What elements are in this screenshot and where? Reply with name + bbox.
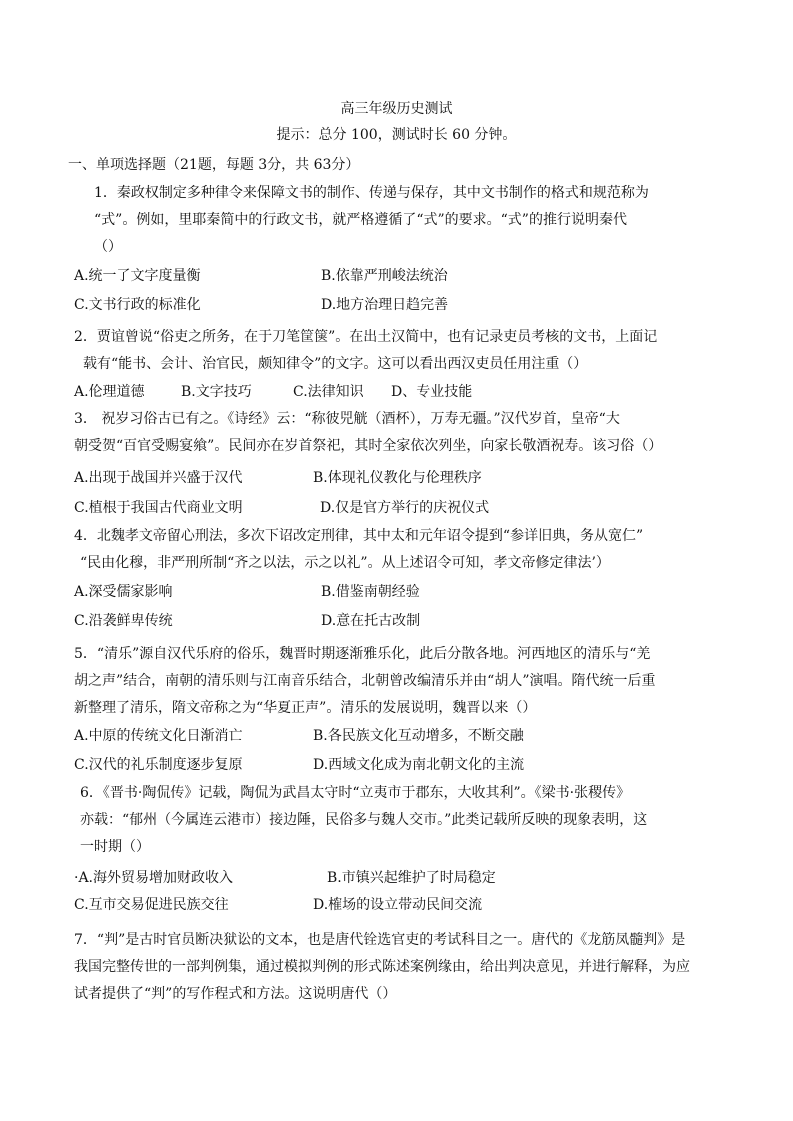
question-7-line-3: 试者提供了“判”的写作程式和方法。这说明唐代（） <box>74 986 397 1002</box>
question-4-option-a[interactable]: A.深受儒家影响 <box>74 584 173 600</box>
question-7-line-2: 我国完整传世的一部判例集，通过模拟判例的形式陈述案例缘由，给出判决意见，并进行解释，为应 <box>74 959 690 975</box>
question-6-option-d[interactable]: D.榷场的设立带动民间交流 <box>313 897 483 913</box>
question-3-option-a[interactable]: A.出现于战国并兴盛于汉代 <box>74 470 243 486</box>
question-1-option-a[interactable]: A.统一了文字度量衡 <box>74 268 201 284</box>
question-6-option-a[interactable]: ·A.海外贸易增加财政收入 <box>74 870 234 886</box>
question-3-option-b[interactable]: B.体现礼仪教化与伦理秩序 <box>313 470 482 486</box>
question-3-line-1: 3． 祝岁习俗古已有之。《诗经》云：“称彼兕觥（酒杯），万寿无疆。”汉代岁首，皇帝“大 <box>74 411 620 427</box>
question-2-option-c[interactable]: C.法律知识 <box>293 384 364 400</box>
question-3-line-2: 朝受贺“百官受赐宴飨”。民间亦在岁首祭祀，其时全家依次列坐，向家长敬酒祝寿。该习俗（） <box>74 438 663 454</box>
question-5-option-d[interactable]: D.西域文化成为南北朝文化的主流 <box>313 757 525 773</box>
question-5-option-c[interactable]: C.汉代的礼乐制度逐步复原 <box>74 757 243 773</box>
question-6-option-b[interactable]: B.市镇兴起维护了时局稳定 <box>327 870 496 886</box>
question-5-line-1: 5．“清乐”源自汉代乐府的俗乐，魏晋时期逐渐雅乐化，此后分散各地。河西地区的清乐与“羌 <box>74 646 651 662</box>
question-2-line-2: 载有“能书、会计、治官民，颇知律令”的文字。这可以看出西汉吏员任用注重（） <box>83 356 588 372</box>
question-4-option-b[interactable]: B.借鉴南朝经验 <box>321 584 420 600</box>
question-3-option-d[interactable]: D.仅是官方举行的庆祝仪式 <box>320 500 490 516</box>
question-4-option-d[interactable]: D.意在托古改制 <box>321 613 421 629</box>
question-2-line-1: 2．贾谊曾说“俗吏之所务，在于刀笔筐箧”。在出土汉简中，也有记录吏员考核的文书，上面记 <box>74 329 658 345</box>
section-heading: 一、单项选择题（21题，每题 3分，共 63分） <box>68 157 360 173</box>
question-5-option-b[interactable]: B.各民族文化互动增多，不断交融 <box>313 728 524 744</box>
question-1-line-3: （） <box>94 239 122 255</box>
page-title: 高三年级历史测试 <box>340 101 453 117</box>
question-6-line-2: 亦载：“郁州（今属连云港市）接边陲，民俗多与魏人交市。”此类记载所反映的现象表明，这 <box>80 812 648 828</box>
exam-hint: 提示：总分 100，测试时长 60 分钟。 <box>276 127 517 143</box>
question-4-line-2: “民由化穆，非严刑所制“齐之以法，示之以礼”。从上述诏令可知，孝文帝修定律法’） <box>80 555 610 571</box>
question-6-line-3: 一时期（） <box>80 839 150 855</box>
question-6-line-1: 6．《晋书·陶侃传》记载，陶侃为武昌太守时“立夷市于郡东，大收其利”。《梁书·张稷传》 <box>80 785 631 801</box>
question-1-line-1: 1．秦政权制定多种律令来保障文书的制作、传递与保存，其中文书制作的格式和规范称为 <box>94 185 649 201</box>
question-5-option-a[interactable]: A.中原的传统文化日渐消亡 <box>74 728 243 744</box>
question-7-line-1: 7．“判”是古时官员断决狱讼的文本，也是唐代铨选官吏的考试科目之一。唐代的《龙筋凤髓判》是 <box>74 932 686 948</box>
question-6-option-c[interactable]: C.互市交易促进民族交往 <box>74 897 229 913</box>
question-4-option-c[interactable]: C.沿袭鲜卑传统 <box>74 613 173 629</box>
question-2-option-a[interactable]: A.伦理道德 <box>74 384 145 400</box>
question-5-line-2: 胡之声”结合，南朝的清乐则与江南音乐结合，北朝曾改编清乐并由“胡人”演唱。隋代统一后重 <box>74 673 656 689</box>
question-4-line-1: 4．北魏孝文帝留心刑法，多次下诏改定刑律，其中太和元年诏令提到“参详旧典，务从宽仁” <box>74 528 644 544</box>
question-1-option-d[interactable]: D.地方治理日趋完善 <box>321 297 449 313</box>
question-1-option-b[interactable]: B.依靠严刑峻法统治 <box>321 268 448 284</box>
question-5-line-3: 新整理了清乐，隋文帝称之为“华夏正声”。清乐的发展说明，魏晋以来（） <box>74 700 537 716</box>
question-3-option-c[interactable]: C.植根于我国古代商业文明 <box>74 500 243 516</box>
question-1-line-2: “式”。例如，里耶秦简中的行政文书，就严格遵循了“式”的要求。“式”的推行说明秦代 <box>94 212 627 228</box>
question-1-option-c[interactable]: C.文书行政的标准化 <box>74 297 201 313</box>
question-2-option-b[interactable]: B.文字技巧 <box>181 384 252 400</box>
question-2-option-d[interactable]: D、专业技能 <box>391 384 473 400</box>
